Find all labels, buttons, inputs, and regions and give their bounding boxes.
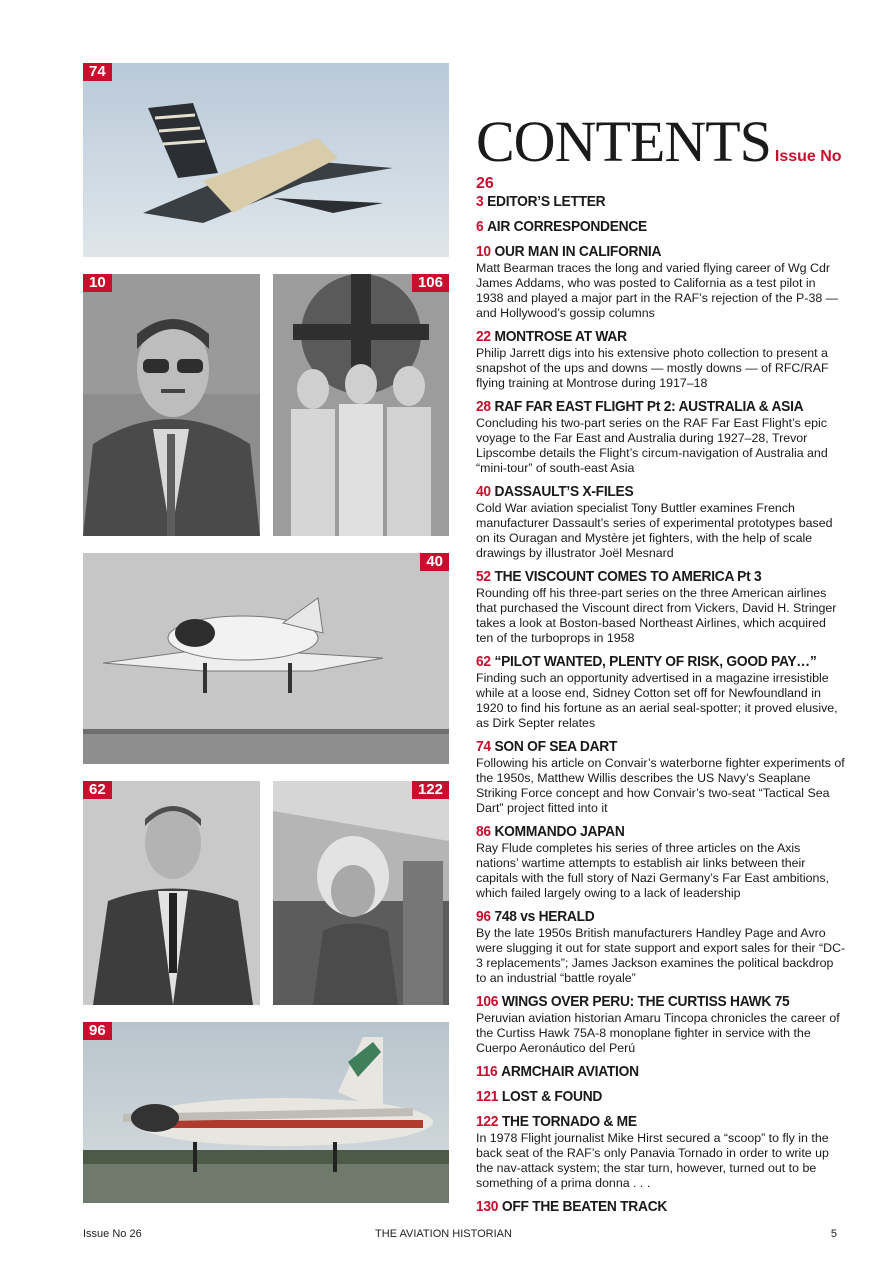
entry-description: Cold War aviation specialist Tony Buttler examines French manufacturer Dassault’s series of experimental prototypes based on its Ouragan and Mystère jet fighters, with the help of scale drawings by illustrator Joël Mesnard [476,501,833,560]
page-title: CONTENTS [476,109,771,174]
page-badge: 62 [83,781,112,799]
footer-issue: Issue No 26 [83,1228,142,1240]
entry-title: AIR CORRESPONDENCE [487,218,647,235]
entry-title: SON OF SEA DART [494,738,618,755]
entry-description: Following his article on Convair’s waterborne fighter experiments of the 1950s, Matthew Willis describes the US Navy’s Seaplane Striking Force concept and how Convair’s two-seat “Tactical Sea Dart” project fitted into it [476,756,845,815]
entry-title: OFF THE BEATEN TRACK [501,1198,668,1215]
toc-entry[interactable] [476,1197,846,1216]
entry-page-number: 74 [476,738,491,755]
entry-page-number: 6 [476,218,484,235]
toc-entry[interactable] [476,992,846,1056]
page-badge: 96 [83,1022,112,1040]
entry-title: EDITOR’S LETTER [487,193,606,210]
toc-entry[interactable] [476,737,846,816]
entry-page-number: 10 [476,243,491,260]
entry-description: Matt Bearman traces the long and varied flying career of Wg Cdr James Addams, who was posted to California as a test pilot in 1938 and played a major part in the RAF’s rejection of the P-38 — and Hollywood’s gossip columns [476,261,839,320]
photo-james-addams [83,274,260,536]
photo-herald-airliner [83,1022,449,1203]
page-badge: 74 [83,63,112,81]
entry-description: Ray Flude completes his series of three articles on the Axis nations’ wartime attempts to establish air links between their capitals with the full story of Nazi Germany’s Far East ambitions, which failed largely owing to a lack of leadership [476,841,830,900]
entry-description: Finding such an opportunity advertised in a magazine irresistible while at a loose end, Sidney Cotton set off for Newfoundland in 1920 to find his fortune as an aerial seal-spotter; it proved elusive, as Dirk Septer relates [476,671,838,730]
entry-title: RAF FAR EAST FLIGHT Pt 2: AUSTRALIA & ASIA [494,398,804,415]
page-badge: 10 [83,274,112,292]
entry-page-number: 28 [476,398,491,415]
entry-description: Rounding off his three-part series on the three American airlines that purchased the Viscount direct from Vickers, David H. Stringer takes a look at Boston-based Northeast Airlines, which acquired ten of the turboprops in 1958 [476,586,837,645]
entry-page-number: 130 [476,1198,499,1215]
toc-entry[interactable] [476,482,846,561]
entry-page-number: 86 [476,823,491,840]
entry-title: THE TORNADO & ME [501,1113,637,1130]
toc-entry[interactable] [476,327,846,391]
entry-description: Peruvian aviation historian Amaru Tincopa chronicles the career of the Curtiss Hawk 75A-8 monoplane fighter in service with the Cuerpo Aeronáutico del Perú [476,1011,840,1055]
entry-page-number: 3 [476,193,484,210]
toc-entry[interactable] [476,217,846,236]
footer-page-number: 5 [830,1228,837,1240]
table-of-contents [476,192,846,1222]
toc-entry[interactable] [476,567,846,646]
toc-entry[interactable] [476,192,846,211]
toc-entry[interactable] [476,1112,846,1191]
page-badge: 40 [420,553,449,571]
photo-peru-pilots [273,274,449,536]
entry-title: DASSAULT’S X-FILES [494,483,634,500]
entry-title: ARMCHAIR AVIATION [501,1063,639,1080]
entry-title: KOMMANDO JAPAN [494,823,625,840]
entry-title: OUR MAN IN CALIFORNIA [494,243,662,260]
entry-title: 748 vs HERALD [494,908,595,925]
entry-title: LOST & FOUND [501,1088,603,1105]
footer-magazine-name: THE AVIATION HISTORIAN [375,1228,512,1240]
toc-entry[interactable] [476,1087,846,1106]
entry-title: “PILOT WANTED, PLENTY OF RISK, GOOD PAY…” [494,653,817,670]
toc-entry[interactable] [476,242,846,321]
toc-entry[interactable] [476,397,846,476]
photo-dassault-jet [83,553,449,764]
entry-page-number: 96 [476,908,491,925]
photo-sea-dart [83,63,449,257]
page-badge: 106 [412,274,449,292]
entry-title: WINGS OVER PERU: THE CURTISS HAWK 75 [501,993,790,1010]
toc-entry[interactable] [476,1062,846,1081]
entry-page-number: 121 [476,1088,499,1105]
toc-entry[interactable] [476,822,846,901]
entry-page-number: 62 [476,653,491,670]
photo-tornado-cockpit [273,781,449,1005]
entry-description: Concluding his two-part series on the RAF Far East Flight’s epic voyage to the Far East and Australia during 1927–28, Trevor Lipscombe details the Flight’s circum-navigation of Australia and “mini-tour” of south-east Asia [476,416,828,475]
entry-page-number: 22 [476,328,491,345]
issue-number: Issue No 26 [476,148,842,192]
entry-page-number: 106 [476,993,499,1010]
entry-description: In 1978 Flight journalist Mike Hirst secured a “scoop” to fly in the back seat of the RAF’s only Panavia Tornado in order to write up the nav-attack system; the star turn, however, turned out to be something of a prima donna . . . [476,1131,829,1190]
page-badge: 122 [412,781,449,799]
toc-entry[interactable] [476,907,846,986]
entry-description: Philip Jarrett digs into his extensive photo collection to present a snapshot of the ups and downs — mostly downs — of RFC/RAF flying training at Montrose during 1917–18 [476,346,829,390]
entry-title: MONTROSE AT WAR [494,328,627,345]
entry-title: THE VISCOUNT COMES TO AMERICA Pt 3 [494,568,762,585]
entry-page-number: 116 [476,1063,498,1080]
entry-page-number: 40 [476,483,491,500]
photo-sidney-cotton [83,781,260,1005]
entry-page-number: 52 [476,568,491,585]
entry-description: By the late 1950s British manufacturers Handley Page and Avro were slugging it out for state support and export sales for their “DC-3 replacements”; James Jackson examines the political backdrop to an industrial “battle royale” [476,926,846,985]
entry-page-number: 122 [476,1113,499,1130]
contents-header [476,108,846,193]
toc-entry[interactable] [476,652,846,731]
